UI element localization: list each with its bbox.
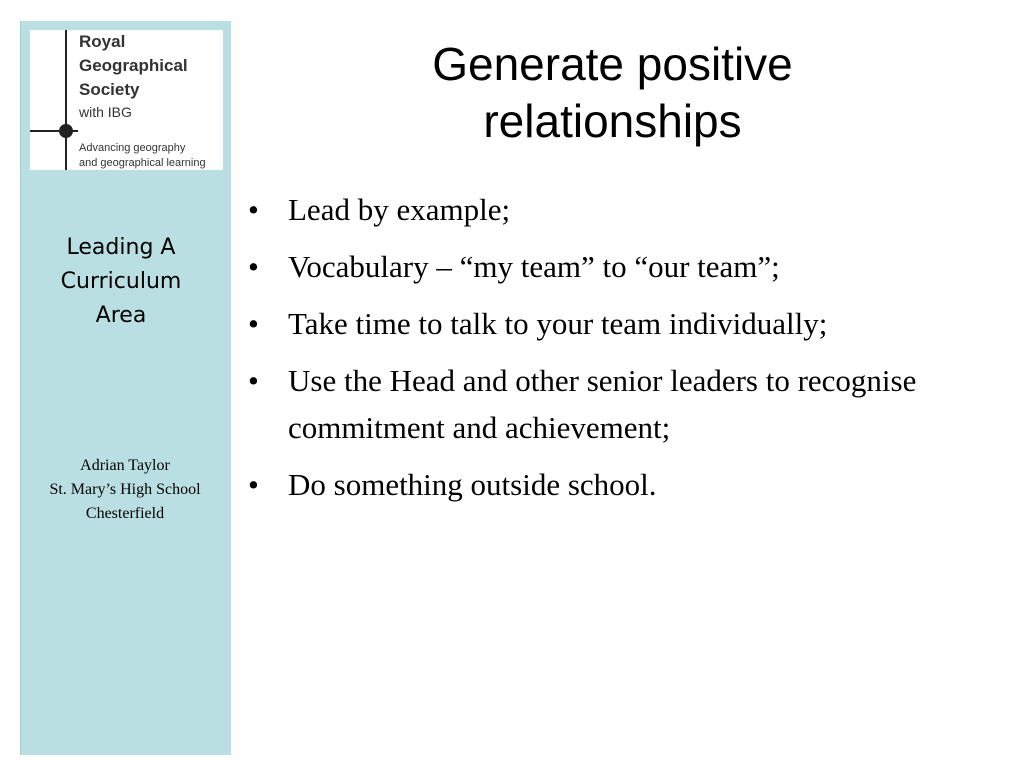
slide-title (360, 36, 865, 150)
bullet-item (248, 357, 988, 451)
logo-vertical-line (65, 30, 67, 170)
course-title-line: Curriculum (60, 269, 182, 294)
logo-org-line: Geographical (79, 56, 188, 75)
sidebar (20, 21, 231, 755)
logo-org-line: Society (79, 80, 140, 99)
bullet-text: Take time to talk to your team individually; (288, 306, 828, 341)
bullet-icon: • (248, 363, 259, 398)
bullet-text: Lead by example; (288, 192, 511, 227)
logo-org-name (79, 30, 223, 102)
logo-tagline (79, 141, 223, 170)
bullet-icon: • (248, 249, 259, 284)
bullet-item (248, 243, 988, 290)
course-title-line: Area (95, 303, 147, 328)
author-school: St. Mary’s High School (49, 481, 201, 498)
course-title (21, 231, 221, 333)
bullet-icon: • (248, 467, 259, 502)
course-title-line: Leading A (66, 235, 176, 260)
logo-with-ibg: with IBG (79, 104, 132, 120)
bullet-item (248, 300, 988, 347)
bullet-list (248, 186, 988, 518)
bullet-item (248, 461, 988, 508)
bullet-item (248, 186, 988, 233)
author-name: Adrian Taylor (80, 457, 170, 474)
slide-title-line: relationships (483, 95, 742, 147)
rgs-logo (30, 30, 223, 170)
logo-tagline-line: and geographical learning (79, 157, 206, 169)
logo-dot-icon (59, 124, 73, 138)
logo-tagline-line: Advancing geography (79, 142, 186, 154)
author-info (21, 454, 229, 526)
bullet-text: Use the Head and other senior leaders to recognise commitment and achievement; (288, 363, 917, 445)
author-town: Chesterfield (85, 505, 165, 522)
bullet-icon: • (248, 306, 259, 341)
bullet-icon: • (248, 192, 259, 227)
logo-org-line: Royal (79, 32, 126, 51)
bullet-text: Vocabulary – “my team” to “our team”; (288, 249, 780, 284)
slide-title-line: Generate positive (432, 38, 793, 90)
bullet-text: Do something outside school. (288, 467, 657, 502)
